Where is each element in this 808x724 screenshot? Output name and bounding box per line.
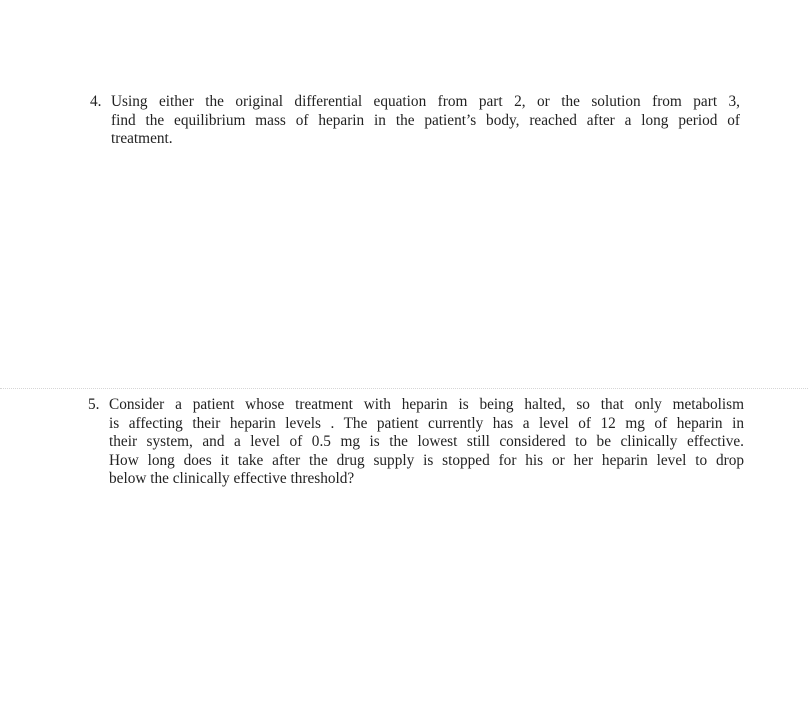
question-4-line-3: treatment.	[111, 130, 173, 148]
question-5-line-1: Consider a patient whose treatment with heparin is being halted, so that only metabolism	[109, 396, 744, 413]
question-5-line-3: their system, and a level of 0.5 mg is the lowest still considered to be clinically effective.	[109, 433, 744, 451]
question-5-number: 5.	[88, 396, 100, 413]
question-4	[90, 93, 740, 149]
question-4-line-1: Using either the original differential equation from part 2, or the solution from part 3,	[111, 93, 740, 110]
question-4-number: 4.	[90, 93, 102, 110]
question-5-line-4: How long does it take after the drug supply is stopped for his or her heparin level to drop	[109, 451, 744, 469]
question-5-line-5: below the clinically effective threshold?	[109, 470, 355, 488]
question-5	[88, 396, 744, 489]
question-5-line-2: is affecting their heparin levels . The patient currently has a level of 12 mg of heparin in	[109, 414, 744, 432]
section-divider	[0, 388, 808, 389]
question-4-line-2: find the equilibrium mass of heparin in the patient’s body, reached after a long period of	[111, 111, 740, 129]
